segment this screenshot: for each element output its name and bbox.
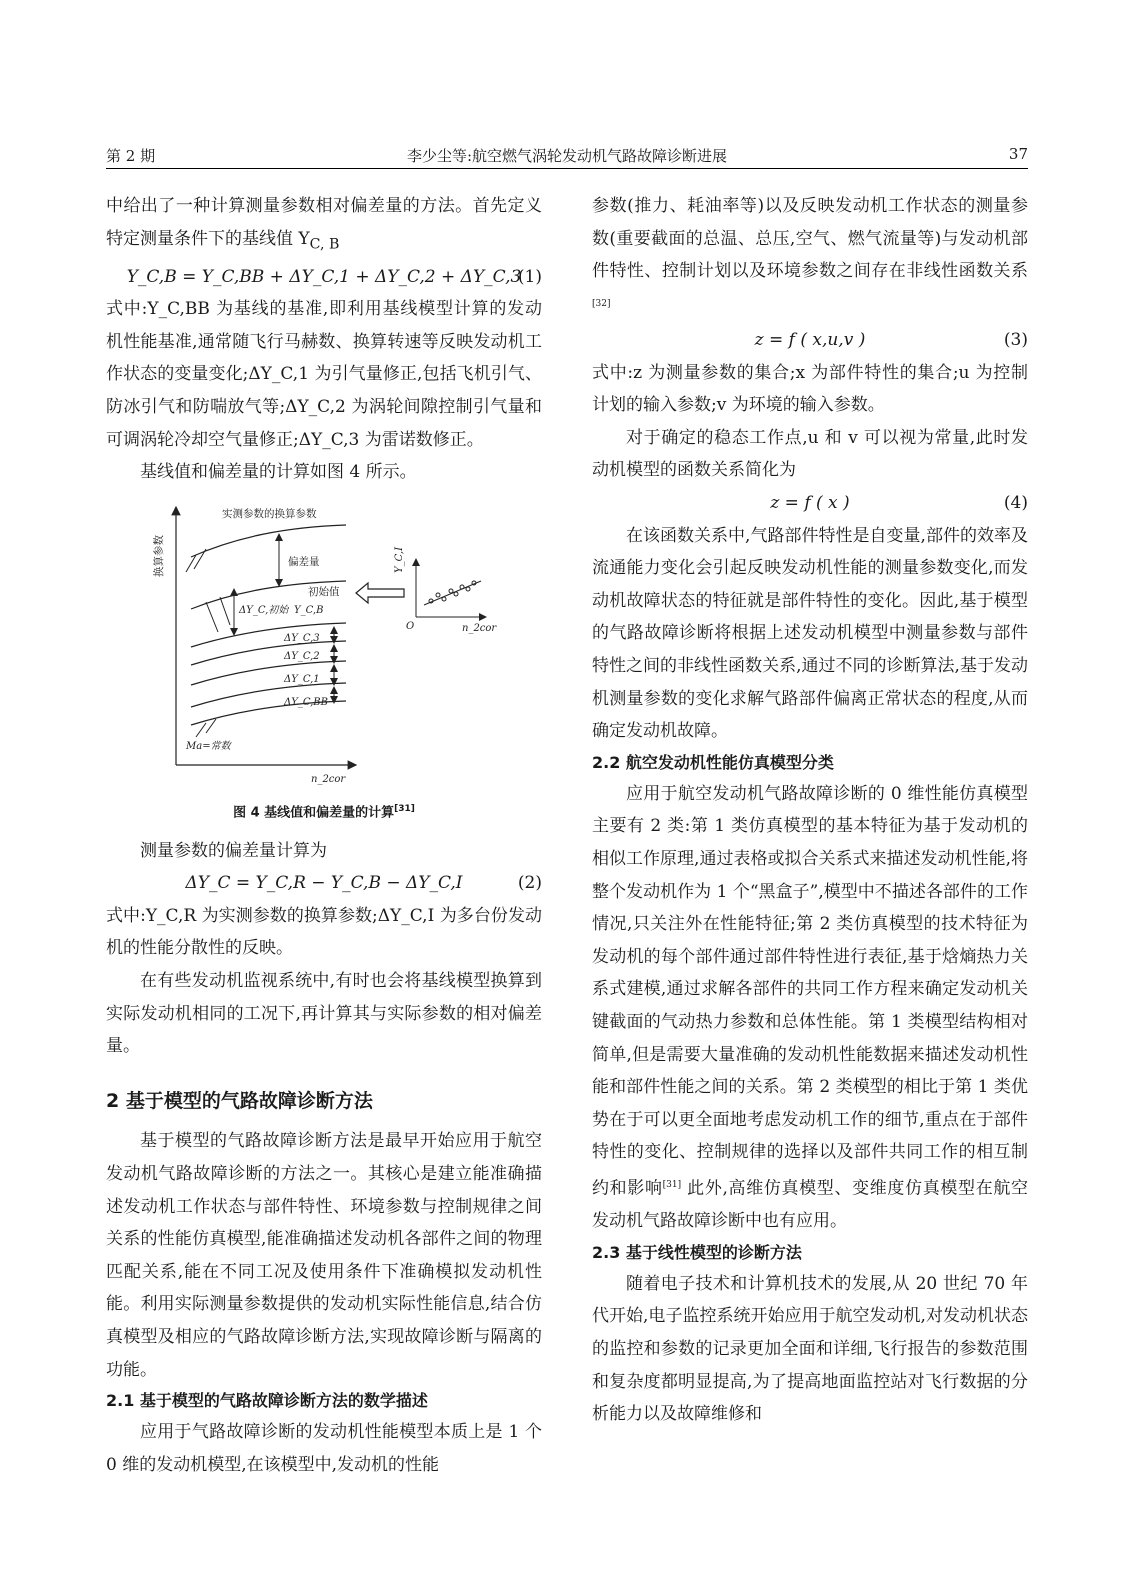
initial-delta-label: ΔY_C,初始	[239, 604, 289, 616]
equation-4	[592, 487, 1028, 520]
equation-number: (4)	[1003, 493, 1028, 513]
inset-y-label: Y_C,I	[394, 546, 405, 573]
hatch	[206, 602, 218, 632]
figure-4-diagram	[106, 497, 542, 785]
initial-value-label: 初始值	[308, 585, 340, 598]
hatch	[206, 719, 216, 733]
inset-origin: O	[406, 620, 415, 632]
paragraph: 基于模型的气路故障诊断方法是最早开始应用于航空发动机气路故障诊断的方法之一。其核心是建立能准确描述发动机工作状态与部件特性、环境参数与控制规律之间关系的性能仿真模型,能准确描述发动机各部件之间的物理匹配关系,能在不同工况及使用条件下准确模拟发动机性能。利用实际测量参数提供的发动机实际性能信息,结合仿真模型及相应的气路故障诊断方法,实现故障诊断与隔离的功能。	[106, 1131, 542, 1380]
equation-3	[592, 324, 1028, 357]
right-column	[592, 190, 1028, 1431]
equation-number: (3)	[1003, 330, 1028, 351]
paragraph: 参数(推力、耗油率等)以及反映发动机工作状态的测量参数(重要截面的总温、总压,空气、燃气流量等)与发动机部件特性、控制计划以及环境参数之间存在非线性函数关系[32]	[592, 196, 1028, 309]
dy3-label: ΔY_C,3	[284, 632, 320, 644]
left-column	[106, 190, 542, 1481]
equation-1	[106, 261, 542, 294]
issue-number: 第 2 期	[106, 147, 156, 165]
paragraph: 对于确定的稳态工作点,u 和 v 可以视为常量,此时发动机模型的函数关系简化为	[592, 427, 1028, 481]
dybb-label: ΔY_C,BB	[284, 696, 328, 708]
deviation-label: 偏差量	[288, 555, 320, 568]
paragraph: 随着电子技术和计算机技术的发展,从 20 世纪 70 年代开始,电子监控系统开始应用于航空发动机,对发动机状态的监控和参数的记录更加全面和详细,飞行报告的参数范围和复杂度都明显提高,为了提高地面监控站对飞行数据的分析能力以及故障维修和	[592, 1273, 1028, 1425]
paragraph: 式中:Y_C,R 为实测参数的换算参数;ΔY_C,I 为多台份发动机的性能分散性的反映。	[106, 905, 542, 959]
dy2-label: ΔY_C,2	[284, 650, 320, 662]
paragraph: 应用于航空发动机气路故障诊断的 0 维性能仿真模型主要有 2 类:第 1 类仿真模型的基本特征为基于发动机的相似工作原理,通过表格或拟合关系式来描述发动机性能,将整个发动机作为 1 个“黑盒子”,模型中不描述各部件的工作情况,只关注外在性能特征;第 2 类仿真模型的技术特征为发动机的每个部件通过部件特性进行表征,基于焓熵热力关系式建模,通过求解各部件的共同工作方程来确定发动机关键截面的气动热力参数和总体性能。第 1 类模型结构相对简单,但是需要大量准确的发动机性能数据来描述发动机性能和部件性能之间的关系。第 2 类模型的相比于第 1 类优势在于可以更全面地考虑发动机工作的细节,重点在于部件特性的变化、控制规律的选择以及部件共同工作的相互制约和影响[31] 此外,高维仿真模型、变维度仿真模型在航空发动机气路故障诊断中也有应用。	[592, 783, 1029, 1232]
paragraph: 在该函数关系中,气路部件特性是自变量,部件的效率及流通能力变化会引起反映发动机性能的测量参数变化,而发动机故障状态的特征就是部件特性的变化。因此,基于模型的气路故障诊断将根据上述发动机模型中测量参数与部件特性之间的非线性函数关系,通过不同的诊断算法,基于发动机测量参数的变化求解气路部件偏离正常状态的程度,从而确定发动机故障。	[592, 525, 1028, 742]
correction-curve-3	[191, 641, 346, 665]
measured-curve	[191, 525, 346, 557]
paragraph: 应用于气路故障诊断的发动机性能模型本质上是 1 个 0 维的发动机模型,在该模型中,发动机的性能	[106, 1422, 542, 1475]
subsection-heading: 2.3 基于线性模型的诊断方法	[592, 1242, 802, 1262]
figure-caption: 图 4 基线值和偏差量的计算[31]	[233, 804, 415, 821]
hatch	[220, 597, 230, 625]
equation-body: z = f ( x,u,v )	[754, 330, 866, 351]
running-title: 李少尘等:航空燃气涡轮发动机气路故障诊断进展	[406, 147, 728, 165]
paragraph: 中给出了一种计算测量参数相对偏差量的方法。首先定义特定测量条件下的基线值 $Y_{C, B}$	[106, 196, 542, 252]
hatch	[186, 555, 196, 572]
dy1-label: ΔY_C,1	[284, 673, 320, 685]
paragraph: 基线值和偏差量的计算如图 4 所示。	[140, 462, 417, 483]
baseline-label: Y_C,B	[294, 604, 324, 616]
hollow-arrow	[356, 583, 404, 603]
paragraph: 测量参数的偏差量计算为	[140, 840, 327, 861]
paragraph: 式中:z 为测量参数的集合;x 为部件特性的集合;u 为控制计划的输入参数;v 为环境的输入参数。	[592, 362, 1028, 416]
page-number: 37	[1008, 145, 1028, 163]
running-header	[106, 144, 1028, 169]
equation-body: Y_C,B = Y_C,BB + ΔY_C,1 + ΔY_C,2 + ΔY_C,3	[126, 266, 522, 287]
equation-2	[106, 867, 542, 900]
y-axis-label: 换算参数	[153, 534, 165, 577]
equation-body: z = f ( x )	[770, 493, 850, 513]
subsection-heading: 2.2 航空发动机性能仿真模型分类	[592, 752, 834, 772]
correction-curve-2	[191, 661, 346, 685]
paragraph: 式中:Y_C,BB 为基线的基准,即利用基线模型计算的发动机性能基准,通常随飞行马赫数、换算转速等反映发动机工作状态的变量变化;ΔY_C,1 为引气量修正,包括飞机引气、防冰引气和防喘放气等;ΔY_C,2 为涡轮间隙控制引气量和可调涡轮冷却空气量修正;ΔY_C,3 为雷诺数修正。	[106, 299, 542, 450]
baseline-curve	[191, 623, 346, 647]
paragraph: 在有些发动机监视系统中,有时也会将基线模型换算到实际发动机相同的工况下,再计算其与实际参数的相对偏差量。	[106, 971, 542, 1057]
subsection-heading: 2.1 基于模型的气路故障诊断方法的数学描述	[106, 1391, 428, 1411]
equation-number: (1)	[517, 266, 542, 287]
mach-label: Ma=常数	[186, 740, 231, 752]
equation-body: ΔY_C = Y_C,R − Y_C,B − ΔY_C,I	[185, 873, 463, 894]
top-curve-label: 实测参数的换算参数	[222, 507, 317, 520]
inset-x-label: n_2cor	[462, 622, 497, 634]
hatch	[196, 723, 206, 737]
hatch	[194, 549, 206, 569]
section-heading: 2 基于模型的气路故障诊断方法	[106, 1089, 373, 1112]
equation-number: (2)	[517, 873, 542, 894]
x-axis-label: n_2cor	[311, 773, 346, 785]
